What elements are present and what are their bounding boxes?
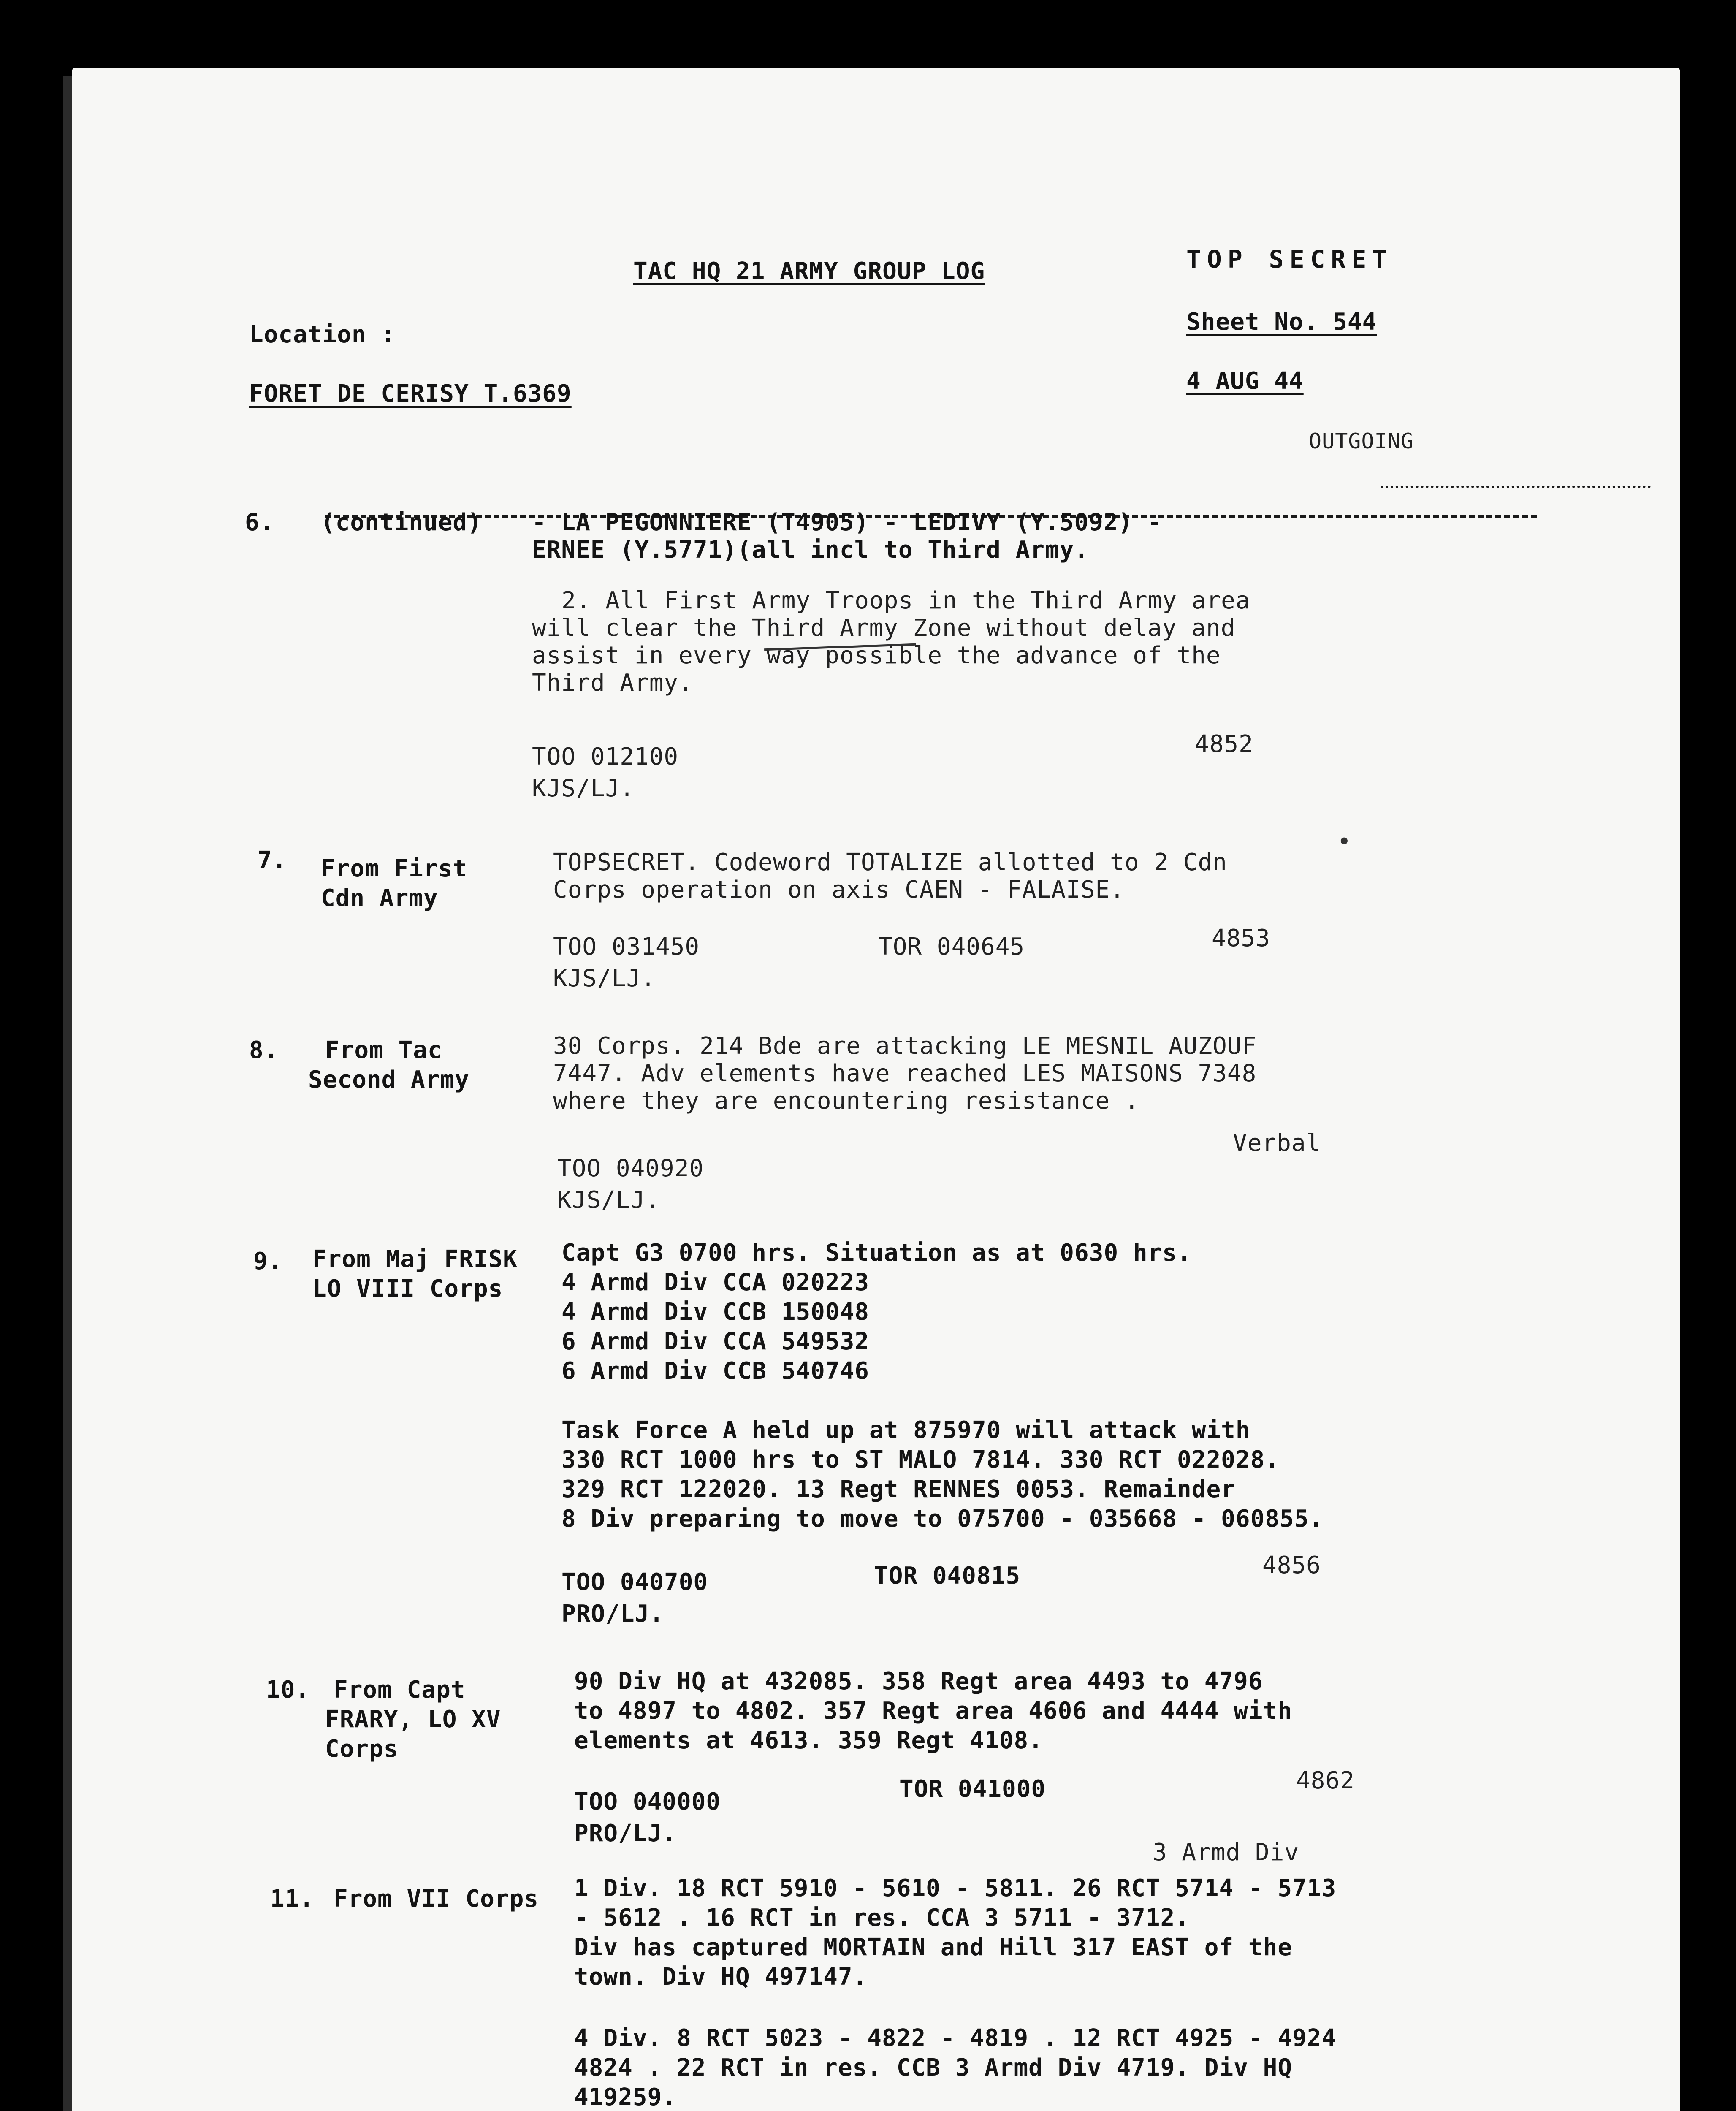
entry-7-too: TOO 031450	[553, 933, 700, 961]
stray-mark: •	[1338, 830, 1350, 853]
entry-8-serial: Verbal	[1233, 1129, 1321, 1157]
entry-9-too: TOO 040700	[561, 1568, 708, 1596]
document-page	[72, 68, 1680, 2111]
entry-11-line-4: town. Div HQ 497147.	[574, 1963, 868, 1991]
entry-10-serial: 4862	[1296, 1767, 1355, 1794]
entry-9-para2-line-3: 329 RCT 122020. 13 Regt RENNES 0053. Remainder	[561, 1476, 1236, 1503]
entry-8-number: 8.	[249, 1037, 279, 1064]
entry-7-serial: 4853	[1212, 925, 1270, 952]
entry-7-line-2: Corps operation on axis CAEN - FALAISE.	[553, 876, 1125, 904]
sheet-number: Sheet No. 544	[1186, 308, 1377, 336]
stamp-rule	[1381, 486, 1651, 488]
entry-9-tor: TOR 040815	[874, 1562, 1021, 1590]
entry-8-initials: KJS/LJ.	[557, 1186, 660, 1214]
entry-8-too: TOO 040920	[557, 1155, 704, 1182]
entry-7-source-2: Cdn Army	[321, 885, 438, 912]
entry-9-para2-line-1: Task Force A held up at 875970 will attack with	[561, 1416, 1250, 1444]
entry-11-source: From VII Corps	[334, 1885, 539, 1913]
entry-6-line-1: - LA PEGONNIERE (T4905) - LEDIVY (Y.5092) -	[532, 509, 1162, 536]
location-label: Location :	[249, 321, 396, 348]
entry-9-source-2: LO VIII Corps	[312, 1275, 503, 1302]
entry-9-number: 9.	[253, 1248, 283, 1275]
entry-9-line-5: 6 Armd Div CCB 540746	[561, 1357, 870, 1385]
entry-9-line-4: 6 Armd Div CCA 549532	[561, 1328, 870, 1355]
entry-6-initials: KJS/LJ.	[532, 775, 635, 802]
entry-10-line-3: elements at 4613. 359 Regt 4108.	[574, 1727, 1043, 1754]
location-value: FORET DE CERISY T.6369	[249, 380, 572, 407]
entry-6-line-2: ERNEE (Y.5771)(all incl to Third Army.	[532, 536, 1089, 564]
entry-9-line-3: 4 Armd Div CCB 150048	[561, 1298, 870, 1326]
entry-10-initials: PRO/LJ.	[574, 1820, 677, 1847]
entry-7-number: 7.	[258, 847, 287, 874]
entry-7-line-1: TOPSECRET. Codeword TOTALIZE allotted to 2 Cdn	[553, 849, 1227, 876]
entry-10-number: 10.	[266, 1676, 310, 1704]
entry-11-line-3: Div has captured MORTAIN and Hill 317 EAST of the	[574, 1934, 1293, 1961]
log-date: 4 AUG 44	[1186, 367, 1304, 395]
entry-6-source: (continued)	[321, 509, 482, 536]
entry-8-source-2: Second Army	[308, 1066, 469, 1093]
entry-7-initials: KJS/LJ.	[553, 965, 656, 992]
entry-11-para2-line-1: 4 Div. 8 RCT 5023 - 4822 - 4819 . 12 RCT 4925 - 4924	[574, 2024, 1337, 2052]
entry-9-line-1: Capt G3 0700 hrs. Situation as at 0630 hrs.	[561, 1239, 1192, 1267]
entry-11-line-1: 1 Div. 18 RCT 5910 - 5610 - 5811. 26 RCT 5714 - 5713	[574, 1875, 1337, 1902]
entry-8-source-1: From Tac	[325, 1037, 442, 1064]
entry-9-source-1: From Maj FRISK	[312, 1245, 518, 1273]
entry-6-para2-line-4: Third Army.	[532, 669, 693, 697]
entry-7-tor: TOR 040645	[878, 933, 1025, 961]
entry-6-serial: 4852	[1195, 730, 1253, 758]
binding-edge	[63, 76, 73, 2111]
log-title: TAC HQ 21 ARMY GROUP LOG	[633, 258, 985, 285]
classification: TOP SECRET	[1186, 245, 1393, 274]
entry-9-serial: 4856	[1262, 1552, 1321, 1579]
entry-11-para2-line-2: 4824 . 22 RCT in res. CCB 3 Armd Div 4719. Div HQ	[574, 2054, 1293, 2081]
entry-9-para2-line-4: 8 Div preparing to move to 075700 - 035668 - 060855.	[561, 1505, 1324, 1533]
entry-6-para2-line-3: assist in every way possible the advance of the	[532, 642, 1221, 669]
entry-11-line-2: - 5612 . 16 RCT in res. CCA 3 5711 - 3712.	[574, 1904, 1190, 1932]
entry-11-number: 11.	[270, 1885, 315, 1913]
entry-10-source-2: FRARY, LO XV	[325, 1706, 501, 1733]
entry-6-number: 6.	[245, 509, 274, 536]
entry-10-line-1: 90 Div HQ at 432085. 358 Regt area 4493 to 4796	[574, 1668, 1263, 1695]
entry-9-para2-line-2: 330 RCT 1000 hrs to ST MALO 7814. 330 RCT 022028.	[561, 1446, 1280, 1473]
entry-6-para2-line-1: 2. All First Army Troops in the Third Army area	[561, 587, 1250, 614]
entry-10-line-2: to 4897 to 4802. 357 Regt area 4606 and 4444 with	[574, 1697, 1293, 1725]
entry-10-tor: TOR 041000	[899, 1775, 1046, 1803]
entry-7-source-1: From First	[321, 855, 468, 882]
entry-9-line-2: 4 Armd Div CCA 020223	[561, 1269, 870, 1296]
entry-6-para2-line-2: will clear the Third Army Zone without delay and	[532, 614, 1236, 642]
entry-8-line-2: 7447. Adv elements have reached LES MAISONS 7348	[553, 1060, 1257, 1087]
entry-8-line-1: 30 Corps. 214 Bde are attacking LE MESNIL AUZOUF	[553, 1032, 1257, 1060]
entry-11-insert: 3 Armd Div	[1153, 1839, 1299, 1866]
entry-8-line-3: where they are encountering resistance .	[553, 1087, 1139, 1115]
entry-11-para2-line-3: 419259.	[574, 2084, 677, 2111]
outgoing-stamp: OUTGOING	[1309, 429, 1414, 453]
entry-9-initials: PRO/LJ.	[561, 1600, 665, 1628]
entry-10-source-3: Corps	[325, 1735, 399, 1763]
entry-10-source-1: From Capt	[334, 1676, 466, 1704]
entry-10-too: TOO 040000	[574, 1788, 721, 1815]
entry-6-too: TOO 012100	[532, 743, 679, 771]
